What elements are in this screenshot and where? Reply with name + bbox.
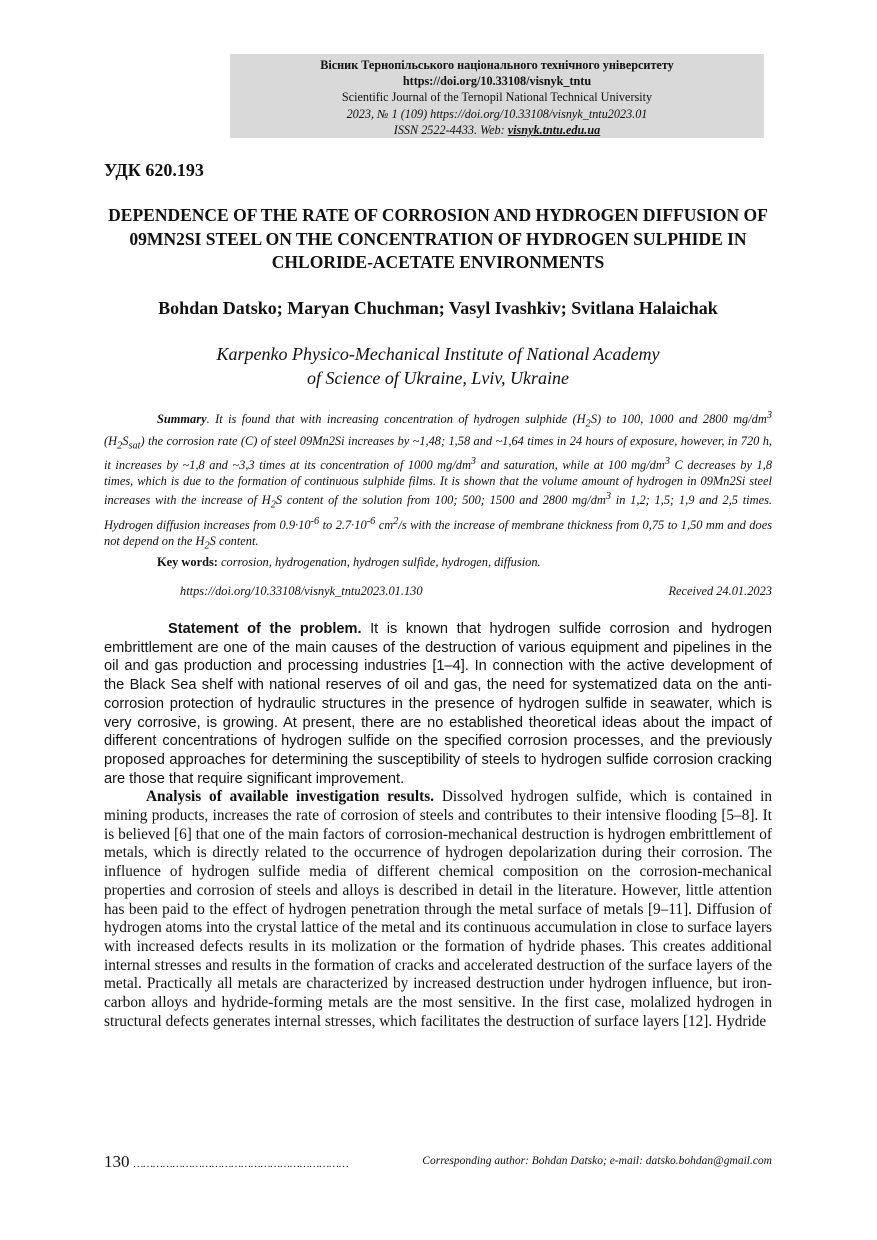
journal-website-link[interactable]: visnyk.tntu.edu.ua <box>507 122 601 137</box>
journal-doi: https://doi.org/10.33108/visnyk_tntu <box>402 74 592 89</box>
summary-label: Summary <box>157 412 207 427</box>
journal-name-en: Scientific Journal of the Ternopil National Technical University <box>341 90 653 105</box>
journal-issue: 2023, № 1 (109) https://doi.org/10.33108/visnyk_tntu2023.01 <box>346 106 648 121</box>
affiliation: Karpenko Physico-Mechanical Institute of National Academy of Science of Ukraine, Lviv, Ukraine <box>216 344 660 388</box>
journal-header <box>230 54 764 138</box>
journal-name-ua: Вісник Тернопільського національного технічного університету <box>320 58 674 72</box>
udc-code: УДК 620.193 <box>104 160 204 180</box>
article-body <box>104 620 772 1031</box>
abstract: Summary. It is found that with increasing concentration of hydrogen sulphide $(H_2S)$ to 100, 1000 and 2800 $mg/dm^3$ $(H_2S_{sat})$ the corrosion rate (C) of steel 09Mn2Si increases by ~1,48; 1,58 and ~1,64 times in 24 hours of exposure, however, in 720 h, it increases by ~1,8 and ~3,3 times at its concentration of 1000 $mg/dm^3$ and saturation, while at 100 $mg/dm^3$ C decreases by 1,8 times, which is due to the formation of continuous sulphide films. It is shown that the volume amount of hydrogen in 09Mn2Si steel increases with the increase of $H_2S$ content of the solution from 100; 500; 1500 and 2800 $mg/dm^3$ in 1,2; 1,5; 1,9 and 2,5 times. Hydrogen diffusion increases from $0.9\cdot 10^{-6}$ to $2.7\cdot 10^{-6}$ $cm^2/s$ with the increase of membrane thickness from 0,75 to 1,50 mm and does not depend on the $H_2S$ content. Key words: corrosion, hydrogenation, hydrogen sulfide, hydrogen, diffusion. <box>104 410 773 570</box>
received-date: Received 24.01.2023 <box>668 584 772 598</box>
journal-issn: ISSN 2522-4433. Web: visnyk.tntu.edu.ua <box>393 122 601 137</box>
section-statement-of-problem: Statement of the problem. It is known that hydrogen sulfide corrosion and hydrogen embrittlement are one of the main causes of the destruction of various equipment and pipelines in the oil and gas production and processing industries [1–4]. In connection with the active development of the Black Sea shelf with national reserves of oil and gas, the need for systematized data on the anti-corrosion protection of hydraulic structures in the presence of hydrogen sulfide in seawater, which is very corrosive, is growing. At present, there are no established theoretical ideas about the impact of different concentrations of hydrogen sulfide on the specified corrosion processes, and the previously proposed approaches for determining the susceptibility of steels to hydrogen sulfide corrosion cracking are those that require significant improvement. <box>104 621 772 787</box>
corresponding-author: Corresponding author: Bohdan Datsko; e-mail: datsko.bohdan@gmail.com <box>422 1155 772 1167</box>
page-number: 130 <box>104 1152 130 1171</box>
article-title: DEPENDENCE OF THE RATE OF CORROSION AND HYDROGEN DIFFUSION OF 09MN2SI STEEL ON THE CONCENTRATION OF HYDROGEN SULPHIDE IN CHLORIDE-ACETATE ENVIRONMENTS <box>108 205 768 272</box>
article-doi: https://doi.org/10.33108/visnyk_tntu2023.01.130 <box>180 584 423 598</box>
page-footer: 130 ………………………………………………………… Corresponding author: Bohdan Datsko; e-mail: datsko.bohdan@gmail.com <box>104 1152 772 1171</box>
authors: Bohdan Datsko; Maryan Chuchman; Vasyl Ivashkiv; Svitlana Halaichak <box>158 298 718 318</box>
section-analysis: Analysis of available investigation results. Dissolved hydrogen sulfide, which is contained in mining products, increases the rate of corrosion of steels and contributes to their intensive flooding [5–8]. It is believed [6] that one of the main factors of corrosion-mechanical destruction is hydrogen embrittlement of metals, which is directly related to the occurrence of hydrogen depolarization during their corrosion. The influence of hydrogen sulfide media of different chemical composition on the corrosion-mechanical properties and corrosion of steels and alloys is described in detail in the literature. However, little attention has been paid to the effect of hydrogen penetration through the metal surface of metals [9–11]. Diffusion of hydrogen atoms into the crystal lattice of the metal and its continuous accumulation in close to surface layers with increased defects results in its molization or the formation of hydride phases. This creates additional internal stresses and results in the formation of cracks and accelerated destruction of the surface layers of the metal. Practically all metals are characterized by increased destruction under hydrogen influence, but iron-carbon alloys and hydride-forming metals are the most sensitive. In the first case, molalized hydrogen in structural defects generates internal stresses, which facilitates the destruction of surface layers [12]. Hydride <box>104 788 772 1030</box>
keywords: Key words: corrosion, hydrogenation, hydrogen sulfide, hydrogen, diffusion. <box>157 555 541 570</box>
